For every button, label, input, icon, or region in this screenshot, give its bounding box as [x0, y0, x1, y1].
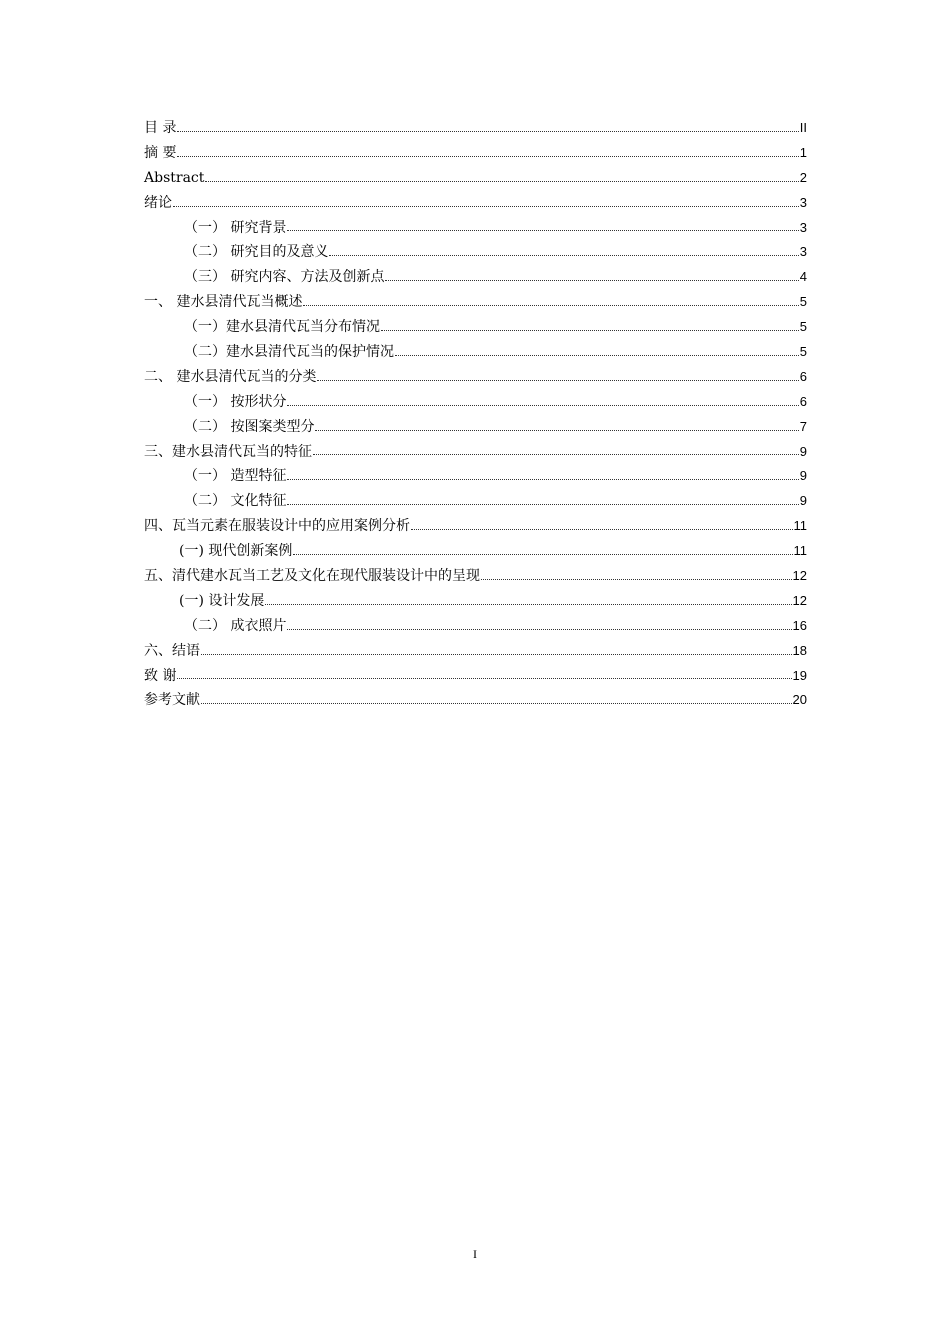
toc-leader [395, 355, 799, 356]
toc-entry-title: (一) 设计发展 [179, 592, 265, 609]
toc-entry[interactable] [144, 539, 807, 564]
toc-entry-page: 5 [799, 294, 807, 310]
toc-entry-title: 绪论 [144, 194, 172, 211]
toc-entry-page: 3 [799, 194, 807, 210]
toc-entry-page: 6 [799, 368, 807, 384]
toc-entry[interactable] [144, 564, 807, 589]
toc-entry-title: 二、 建水县清代瓦当的分类 [144, 368, 317, 385]
toc-entry-page: II [799, 120, 807, 135]
toc-entry-page: 20 [792, 692, 807, 708]
toc-leader [177, 131, 798, 132]
toc-leader [205, 181, 798, 182]
toc-entry-page: 18 [792, 642, 807, 658]
toc-leader [313, 454, 799, 455]
toc-entry-page: 4 [799, 269, 807, 285]
toc-entry-page: 5 [799, 319, 807, 335]
toc-entry-title: （一）建水县清代瓦当分布情况 [184, 319, 380, 336]
toc-leader [287, 230, 798, 231]
toc-leader [411, 529, 793, 530]
toc-entry[interactable] [144, 514, 807, 539]
toc-entry-page: 7 [799, 418, 807, 434]
toc-entry[interactable] [144, 688, 807, 713]
toc-leader [315, 430, 798, 431]
toc-entry-title: 三、建水县清代瓦当的特征 [144, 443, 312, 460]
toc-entry[interactable] [144, 489, 807, 514]
toc-entry-page: 5 [799, 344, 807, 360]
toc-leader [177, 678, 791, 679]
toc-entry[interactable] [144, 390, 807, 415]
toc-entry[interactable] [144, 290, 807, 315]
toc-entry-page: 9 [799, 443, 807, 459]
toc-entry-page: 3 [799, 219, 807, 235]
toc-leader [201, 654, 792, 655]
toc-entry-title: （二） 研究目的及意义 [184, 244, 329, 261]
toc-entry-title: 摘 要 [144, 144, 177, 161]
toc-leader [293, 554, 792, 555]
toc-entry-page: 16 [792, 617, 807, 633]
toc-entry-page: 11 [793, 518, 807, 534]
toc-entry-title: 目 录 [144, 120, 177, 136]
table-of-contents [144, 116, 807, 713]
toc-entry-page: 11 [793, 543, 807, 559]
toc-leader [265, 604, 791, 605]
toc-leader [481, 579, 792, 580]
toc-entry-title: 参考文献 [144, 692, 200, 709]
toc-leader [329, 255, 798, 256]
toc-leader [173, 206, 799, 207]
toc-entry-title: （一） 按形状分 [184, 393, 287, 410]
toc-entry[interactable] [144, 315, 807, 340]
toc-entry-title: （一） 研究背景 [184, 219, 287, 236]
toc-entry-title: 六、结语 [144, 642, 200, 659]
toc-entry-page: 9 [799, 468, 807, 484]
toc-entry[interactable] [144, 440, 807, 465]
toc-entry-title: （二） 按图案类型分 [184, 418, 315, 435]
toc-entry-title: 五、清代建水瓦当工艺及文化在现代服装设计中的呈现 [144, 568, 480, 585]
toc-leader [287, 504, 798, 505]
toc-leader [287, 629, 791, 630]
toc-entry-title: 一、 建水县清代瓦当概述 [144, 294, 303, 311]
toc-entry[interactable] [144, 415, 807, 440]
toc-entry-title: （二）建水县清代瓦当的保护情况 [184, 344, 394, 361]
toc-entry[interactable] [144, 464, 807, 489]
toc-entry-page: 6 [799, 393, 807, 409]
toc-leader [317, 380, 798, 381]
toc-leader [385, 280, 798, 281]
toc-entry-page: 9 [799, 493, 807, 509]
toc-entry-title: （三） 研究内容、方法及创新点 [184, 269, 385, 286]
toc-entry-title: (一) 现代创新案例 [179, 543, 293, 560]
toc-leader [303, 305, 798, 306]
toc-entry[interactable] [144, 664, 807, 689]
toc-entry-page: 1 [799, 144, 807, 160]
toc-entry-title: Abstract [144, 169, 205, 186]
toc-entry[interactable] [144, 240, 807, 265]
toc-entry[interactable] [144, 589, 807, 614]
toc-entry[interactable] [144, 639, 807, 664]
toc-entry[interactable] [144, 340, 807, 365]
toc-entry[interactable] [144, 614, 807, 639]
toc-entry-title: （一） 造型特征 [184, 468, 287, 485]
toc-leader [287, 479, 798, 480]
toc-entry-title: （二） 文化特征 [184, 493, 287, 510]
toc-entry-page: 12 [792, 568, 807, 584]
toc-leader [381, 330, 799, 331]
toc-entry[interactable] [144, 166, 807, 191]
toc-entry[interactable] [144, 191, 807, 216]
toc-entry-page: 2 [799, 169, 807, 185]
toc-entry[interactable] [144, 116, 807, 141]
toc-entry-title: （二） 成衣照片 [184, 617, 287, 634]
toc-entry-title: 四、瓦当元素在服装设计中的应用案例分析 [144, 518, 410, 535]
toc-entry[interactable] [144, 265, 807, 290]
toc-entry-title: 致 谢 [144, 667, 177, 684]
toc-leader [287, 405, 798, 406]
toc-entry[interactable] [144, 141, 807, 166]
toc-entry-page: 19 [792, 667, 807, 683]
toc-entry[interactable] [144, 216, 807, 241]
toc-entry[interactable] [144, 365, 807, 390]
toc-leader [201, 703, 792, 704]
toc-entry-page: 3 [799, 244, 807, 260]
toc-leader [177, 156, 798, 157]
toc-entry-page: 12 [792, 592, 807, 608]
page-number: I [473, 1247, 477, 1261]
